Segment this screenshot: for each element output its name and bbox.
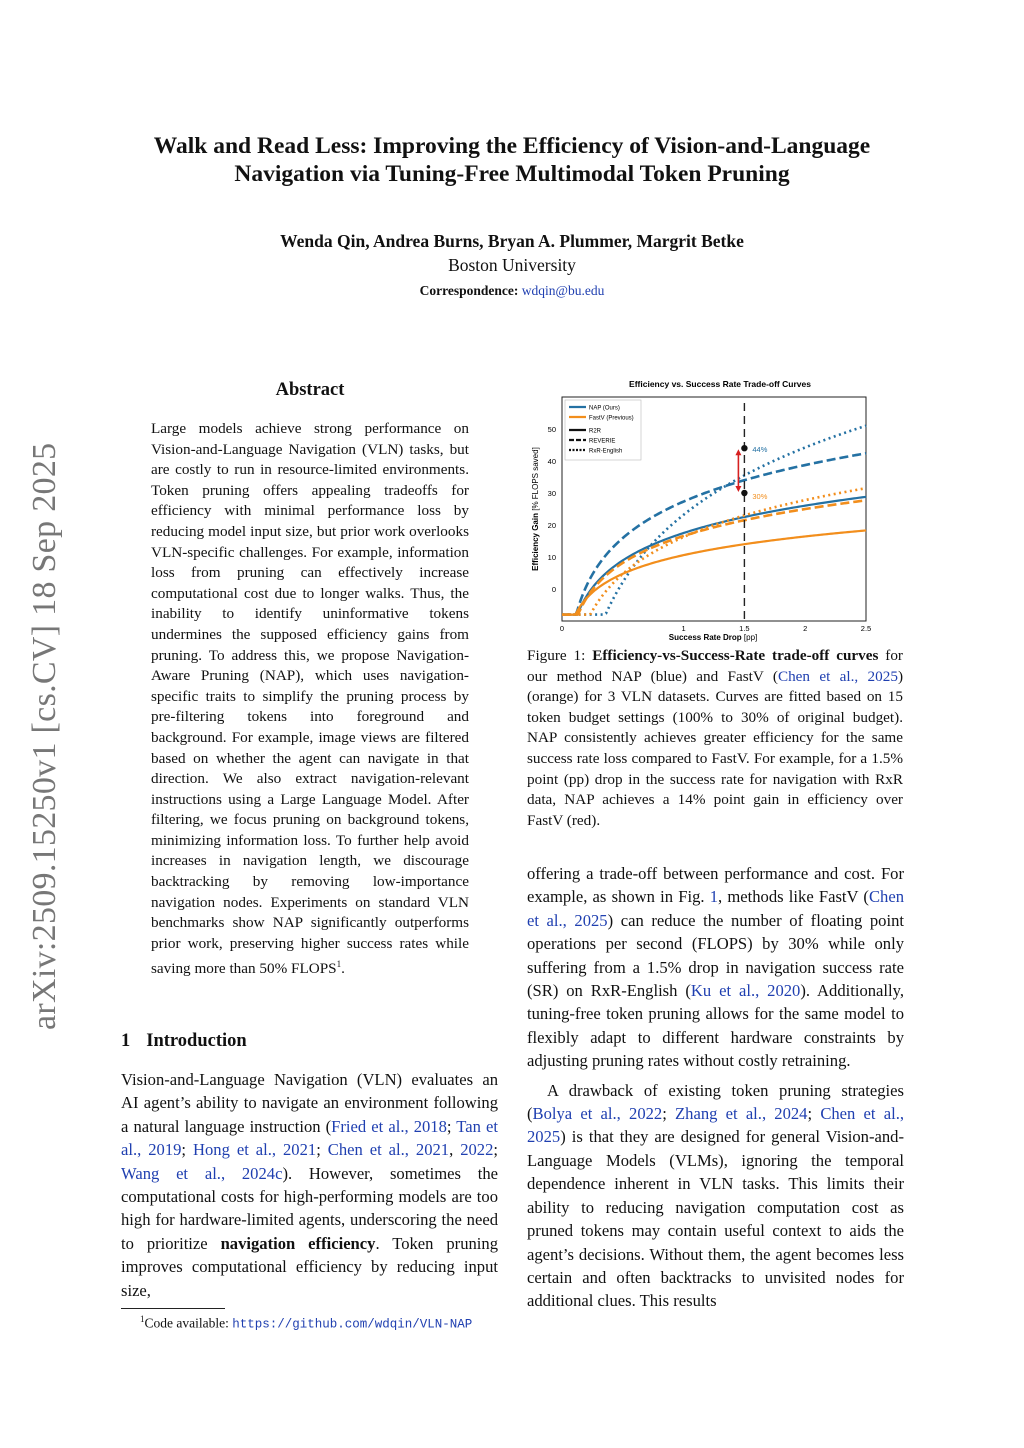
citation-chen-2025[interactable]: Chen et al., 2025 bbox=[527, 887, 904, 930]
x-axis-label-unit: [pp] bbox=[743, 633, 758, 642]
arxiv-identifier: arXiv:2509.15250v1 [cs.CV] 18 Sep 2025 bbox=[26, 442, 63, 1030]
footnote bbox=[140, 1314, 472, 1332]
footnote-mark: 1 bbox=[140, 1314, 145, 1324]
citation-chen-2021[interactable]: Chen et al., 2021 bbox=[327, 1140, 450, 1160]
chart-title: Efficiency vs. Success Rate Trade-off Curves bbox=[629, 379, 811, 389]
correspondence-label: Correspondence: bbox=[419, 283, 519, 298]
citation-hong[interactable]: Hong et al., 2021 bbox=[193, 1140, 317, 1160]
abstract-text bbox=[151, 419, 469, 980]
x-tick-label: 1 bbox=[681, 624, 686, 633]
y-axis-label-text: Efficiency Gain bbox=[531, 513, 540, 571]
separator: ; bbox=[316, 1140, 328, 1160]
intro-text: ). However, sometimes the computational costs for high-performing models are too high for hardware-limited agents, underscoring the need to prioritize bbox=[121, 1163, 498, 1253]
citation-zhang[interactable]: Zhang et al., 2024 bbox=[675, 1104, 808, 1124]
annotations bbox=[735, 403, 767, 621]
legend-label: REVERIE bbox=[589, 438, 616, 445]
citation-bolya[interactable]: Bolya et al., 2022 bbox=[532, 1104, 663, 1124]
caption-bold: Efficiency-vs-Success-Rate trade-off curves bbox=[592, 647, 879, 664]
author-list: Wenda Qin, Andrea Burns, Bryan A. Plummer, Margrit Betke bbox=[280, 231, 744, 251]
separator: ; bbox=[493, 1140, 499, 1160]
intro-text: Vision-and-Language Navigation (VLN) evaluates an AI agent’s ability to navigate an environment following a natural language instruction ( bbox=[121, 1070, 498, 1136]
body-text: offering a trade-off between performance and cost. For example, as shown in Fig. bbox=[527, 864, 904, 907]
x-tick-label: 0 bbox=[559, 624, 565, 633]
legend-label: RxR-English bbox=[589, 448, 623, 455]
citation-chen-2025[interactable]: Chen et al., 2025 bbox=[777, 667, 898, 685]
section-title: Introduction bbox=[146, 1031, 247, 1051]
separator: ; bbox=[446, 1116, 457, 1136]
x-ticks bbox=[560, 624, 871, 633]
body-text: ) can reduce the number of floating point operations per second (FLOPS) by 30% while only suffering from a 1.5% drop in navigation success rate (SR) on RxR-English ( bbox=[527, 910, 904, 1001]
x-tick-label: 2.5 bbox=[860, 624, 872, 633]
y-tick-label: 20 bbox=[547, 521, 556, 530]
citation-ku[interactable]: Ku et al., 2020 bbox=[690, 981, 801, 1001]
series-line bbox=[562, 497, 866, 615]
annotation-point bbox=[741, 445, 747, 451]
annotation-label: 44% bbox=[752, 445, 768, 455]
caption-label: Figure 1: bbox=[527, 647, 593, 664]
introduction-paragraph bbox=[121, 1068, 498, 1302]
footnote-ref[interactable]: 1 bbox=[336, 959, 342, 970]
figure-1-caption bbox=[527, 646, 903, 831]
citation-chen-2022[interactable]: 2022 bbox=[460, 1140, 494, 1160]
section-number: 1 bbox=[121, 1031, 131, 1051]
annotation-point bbox=[741, 490, 747, 496]
y-axis-label bbox=[531, 447, 540, 571]
gap-arrow-head bbox=[735, 449, 741, 455]
separator: , bbox=[449, 1140, 461, 1160]
series-line bbox=[562, 500, 866, 614]
body-text: , methods like FastV ( bbox=[718, 887, 869, 907]
email-link[interactable]: wdqin@bu.edu bbox=[521, 283, 605, 298]
citation-tan[interactable]: Tan et al., 2019 bbox=[121, 1116, 498, 1160]
separator: ; bbox=[807, 1104, 821, 1124]
figure-ref-1[interactable]: 1 bbox=[709, 887, 719, 907]
section-heading-introduction bbox=[121, 1031, 247, 1052]
chart-svg bbox=[525, 375, 905, 645]
body-text: A drawback of existing token pruning strategies ( bbox=[527, 1080, 904, 1124]
chart-legend bbox=[565, 400, 641, 460]
footnote-text: Code available: bbox=[144, 1315, 233, 1331]
y-tick-label: 40 bbox=[547, 457, 556, 466]
y-tick-label: 30 bbox=[547, 489, 556, 498]
x-tick-label: 1.5 bbox=[739, 624, 750, 633]
abstract-heading: Abstract bbox=[275, 380, 345, 400]
abstract-end: . bbox=[341, 960, 345, 978]
y-tick-label: 10 bbox=[547, 553, 556, 562]
x-tick-label: 2 bbox=[803, 624, 808, 633]
citation-fried[interactable]: Fried et al., 2018 bbox=[331, 1116, 447, 1136]
body-text: ) is that they are designed for general Vision-and-Language Models (VLMs), ignoring the temporal dependence inherent in VLN tasks. This limits their ability to reducing navigation computation cost as pruned tokens may contain useful context to aids the agent’s decisions. Without them, the agent becomes less certain and often backtracks to unvisited nodes for additional clues. This results bbox=[527, 1127, 904, 1311]
legend-label: FastV (Previous) bbox=[589, 415, 634, 422]
right-column-body bbox=[527, 862, 904, 1319]
citation-chen-2025[interactable]: Chen et al., 2025 bbox=[527, 1104, 904, 1147]
body-text: ). Additionally, tuning-free token pruning allows for the same model to flexibly adapt to different hardware constraints by adjusting pruning rates without costly retraining. bbox=[527, 981, 904, 1071]
caption-text: ) (orange) for 3 VLN datasets. Curves are fitted based on 15 token budget settings (100% to 30% of original budget). NAP consistently achieves greater efficiency for the same success rate loss compared to FastV. For example, for a 1.5% point (pp) drop in the success rate for navigation with RxR data, NAP achieves a 14% point gain in efficiency over FastV (red). bbox=[527, 667, 903, 829]
separator: ; bbox=[181, 1140, 193, 1160]
paragraph bbox=[527, 862, 904, 1073]
abstract-body: Large models achieve strong performance on Vision-and-Language Navigation (VLN) tasks, but are costly to run in resource-limited environments. Token pruning offers appealing tradeoffs for efficiency with minimal performance loss by reducing model input size, but prior work overlooks VLN-specific challenges. For example, information loss from pruning can effectively increase computational cost due to longer walks. Thus, the inability to identify uninformative tokens undermines the supposed efficiency gains from pruning. To address this, we propose Navigation-Aware Pruning (NAP), which uses navigation-specific traits to simplify the pruning process by pre-filtering tokens into foreground and background. For example, image views are filtered based on whether the agent can navigate in that direction. We also extract navigation-relevant instructions using a Large Language Model. After filtering, we focus pruning on background tokens, minimizing information loss. To further help avoid increases in navigation length, we discourage backtracking by removing low-importance navigation nodes. Experiments on standard VLN benchmarks show NAP significantly outperforms prior work, preserving higher success rates while saving more than 50% FLOPS bbox=[151, 420, 469, 978]
code-url-link[interactable]: https://github.com/wdqin/VLN-NAP bbox=[232, 1317, 473, 1332]
citation-wang[interactable]: Wang et al., 2024c bbox=[121, 1163, 283, 1183]
legend-label: R2R bbox=[589, 428, 602, 435]
y-axis-label-unit: [% FLOPS saved] bbox=[531, 447, 540, 511]
footnote-rule bbox=[121, 1308, 225, 1309]
affiliation: Boston University bbox=[448, 255, 576, 275]
gap-arrow-head bbox=[735, 486, 741, 492]
x-axis-label-text: Success Rate Drop bbox=[668, 633, 742, 642]
correspondence bbox=[0, 283, 1024, 299]
separator: ; bbox=[662, 1104, 676, 1124]
annotation-label: 30% bbox=[752, 492, 768, 501]
legend-label: NAP (Ours) bbox=[589, 405, 620, 412]
bold-term: navigation efficiency bbox=[220, 1233, 376, 1253]
intro-text: . Token pruning improves computational efficiency by reducing input size, bbox=[121, 1233, 498, 1300]
y-tick-label: 50 bbox=[547, 425, 556, 434]
y-ticks bbox=[548, 425, 556, 594]
x-axis-label bbox=[669, 633, 758, 642]
figure-1-chart bbox=[525, 375, 905, 645]
paper-title: Walk and Read Less: Improving the Efficiency of Vision-and-Language Navigation via Tuning-Free Multimodal Token Pruning bbox=[153, 133, 871, 187]
paragraph bbox=[527, 1079, 904, 1313]
caption-text: for our method NAP (blue) and FastV ( bbox=[527, 647, 903, 685]
y-tick-label: 0 bbox=[551, 585, 556, 594]
